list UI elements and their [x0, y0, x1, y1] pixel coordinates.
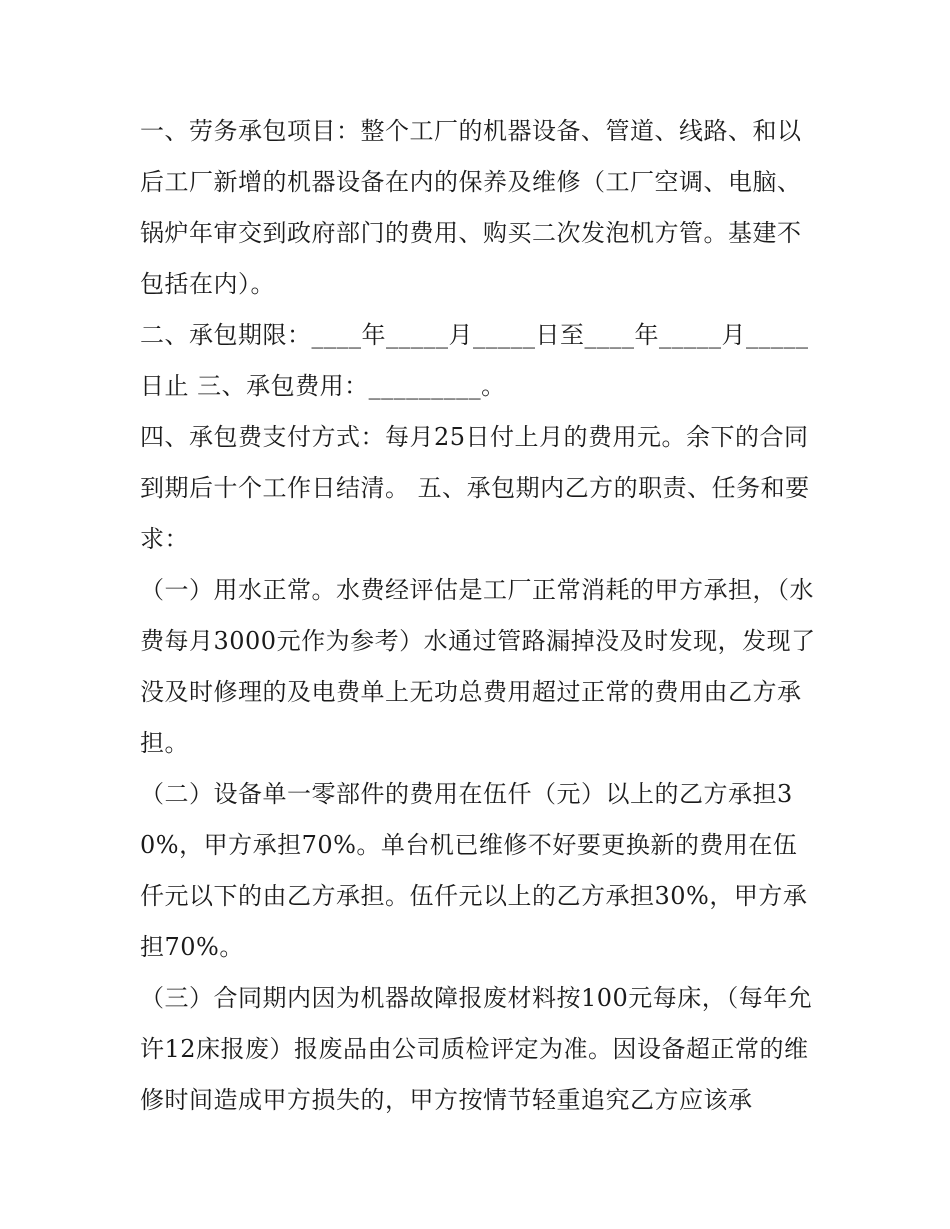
paragraph-labor-contract-scope: 一、劳务承包项目：整个工厂的机器设备、管道、线路、和以后工厂新增的机器设备在内的保养及维修（工厂空调、电脑、锅炉年审交到政府部门的费用、购买二次发泡机方管。基建不包括在内）。 [140, 117, 802, 298]
paragraph-scrap-materials: （三）合同期内因为机器故障报废材料按100元每床，（每年允许12床报废）报废品由公司质检评定为准。因设备超正常的维修时间造成甲方损失的，甲方按情节轻重追究乙方应该承 [140, 984, 813, 1114]
paragraph-contract-period-and-fee: 二、承包期限：____年_____月_____日至____年_____月_____日止 三、承包费用：_________。 [140, 321, 809, 400]
document-body [140, 106, 820, 1126]
paragraph-water-usage: （一）用水正常。水费经评估是工厂正常消耗的甲方承担，（水费每月3000元作为参考）水通过管路漏掉没及时发现，发现了没及时修理的及电费单上无功总费用超过正常的费用由乙方承担。 [140, 576, 816, 757]
paragraph-payment-method: 四、承包费支付方式：每月25日付上月的费用元。余下的合同到期后十个工作日结清。 五、承包期内乙方的职责、任务和要求： [140, 423, 810, 553]
paragraph-equipment-parts: （二）设备单一零部件的费用在伍仟（元）以上的乙方承担30%，甲方承担70%。单台机已维修不好要更换新的费用在伍仟元以下的由乙方承担。伍仟元以上的乙方承担30%，甲方承担70%。 [140, 780, 808, 961]
